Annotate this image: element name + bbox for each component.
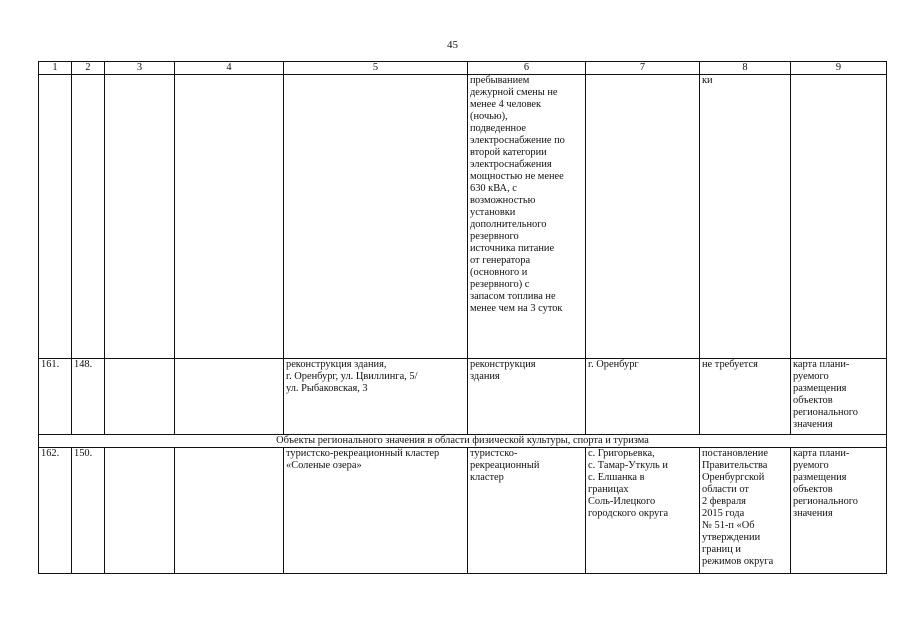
header-cell: 7 [586, 62, 700, 75]
cell-zones: ки [700, 75, 791, 359]
cell-location [586, 75, 700, 359]
cell-map: карта плани- руемого размещения объектов регионального значения [791, 359, 887, 435]
cell-col4 [175, 448, 284, 574]
cell-subnumber: 148. [72, 359, 105, 435]
cell-col4 [175, 75, 284, 359]
cell-number: 162. [39, 448, 72, 574]
header-cell: 5 [284, 62, 468, 75]
header-cell: 4 [175, 62, 284, 75]
cell-zones: постановление Правительства Оренбургской области от 2 февраля 2015 года № 51-п «Об утверждении границ и режимов округа [700, 448, 791, 574]
cell-subnumber: 150. [72, 448, 105, 574]
header-cell: 6 [468, 62, 586, 75]
cell-col4 [175, 359, 284, 435]
cell-characteristics: туристско- рекреационный кластер [468, 448, 586, 574]
cell-map: карта плани- руемого размещения объектов регионального значения [791, 448, 887, 574]
cell-number: 161. [39, 359, 72, 435]
cell-zones: не требуется [700, 359, 791, 435]
section-title-row [39, 435, 887, 448]
section-title: Объекты регионального значения в области физической культуры, спорта и туризма [39, 435, 887, 448]
cell-number [39, 75, 72, 359]
cell-location: с. Григорьевка, с. Тамар-Уткуль и с. Елшанка в границах Соль-Илецкого городского округа [586, 448, 700, 574]
cell-object: туристско-рекреационный кластер «Соленые озера» [284, 448, 468, 574]
table-row-162 [39, 448, 887, 574]
cell-location: г. Оренбург [586, 359, 700, 435]
cell-characteristics: пребыванием дежурной смены не менее 4 человек (ночью), подведенное электроснабжение по второй категории электроснабжения мощностью не менее 630 кВА, с возможностью установки дополнительного резервного источника питание от генератора (основного и резервного) с запасом топлива не менее чем на 3 суток [468, 75, 586, 359]
cell-object [284, 75, 468, 359]
header-cell: 3 [105, 62, 175, 75]
cell-object: реконструкция здания, г. Оренбург, ул. Цвиллинга, 5/ ул. Рыбаковская, 3 [284, 359, 468, 435]
header-cell: 8 [700, 62, 791, 75]
table-row-161 [39, 359, 887, 435]
header-cell: 2 [72, 62, 105, 75]
cell-map [791, 75, 887, 359]
cell-col3 [105, 448, 175, 574]
cell-col3 [105, 75, 175, 359]
objects-table [38, 61, 887, 574]
table-header-row [39, 62, 887, 75]
page-number: 45 [447, 39, 458, 51]
cell-col3 [105, 359, 175, 435]
cell-subnumber [72, 75, 105, 359]
table-row-continuation [39, 75, 887, 359]
header-cell: 9 [791, 62, 887, 75]
header-cell: 1 [39, 62, 72, 75]
cell-characteristics: реконструкция здания [468, 359, 586, 435]
